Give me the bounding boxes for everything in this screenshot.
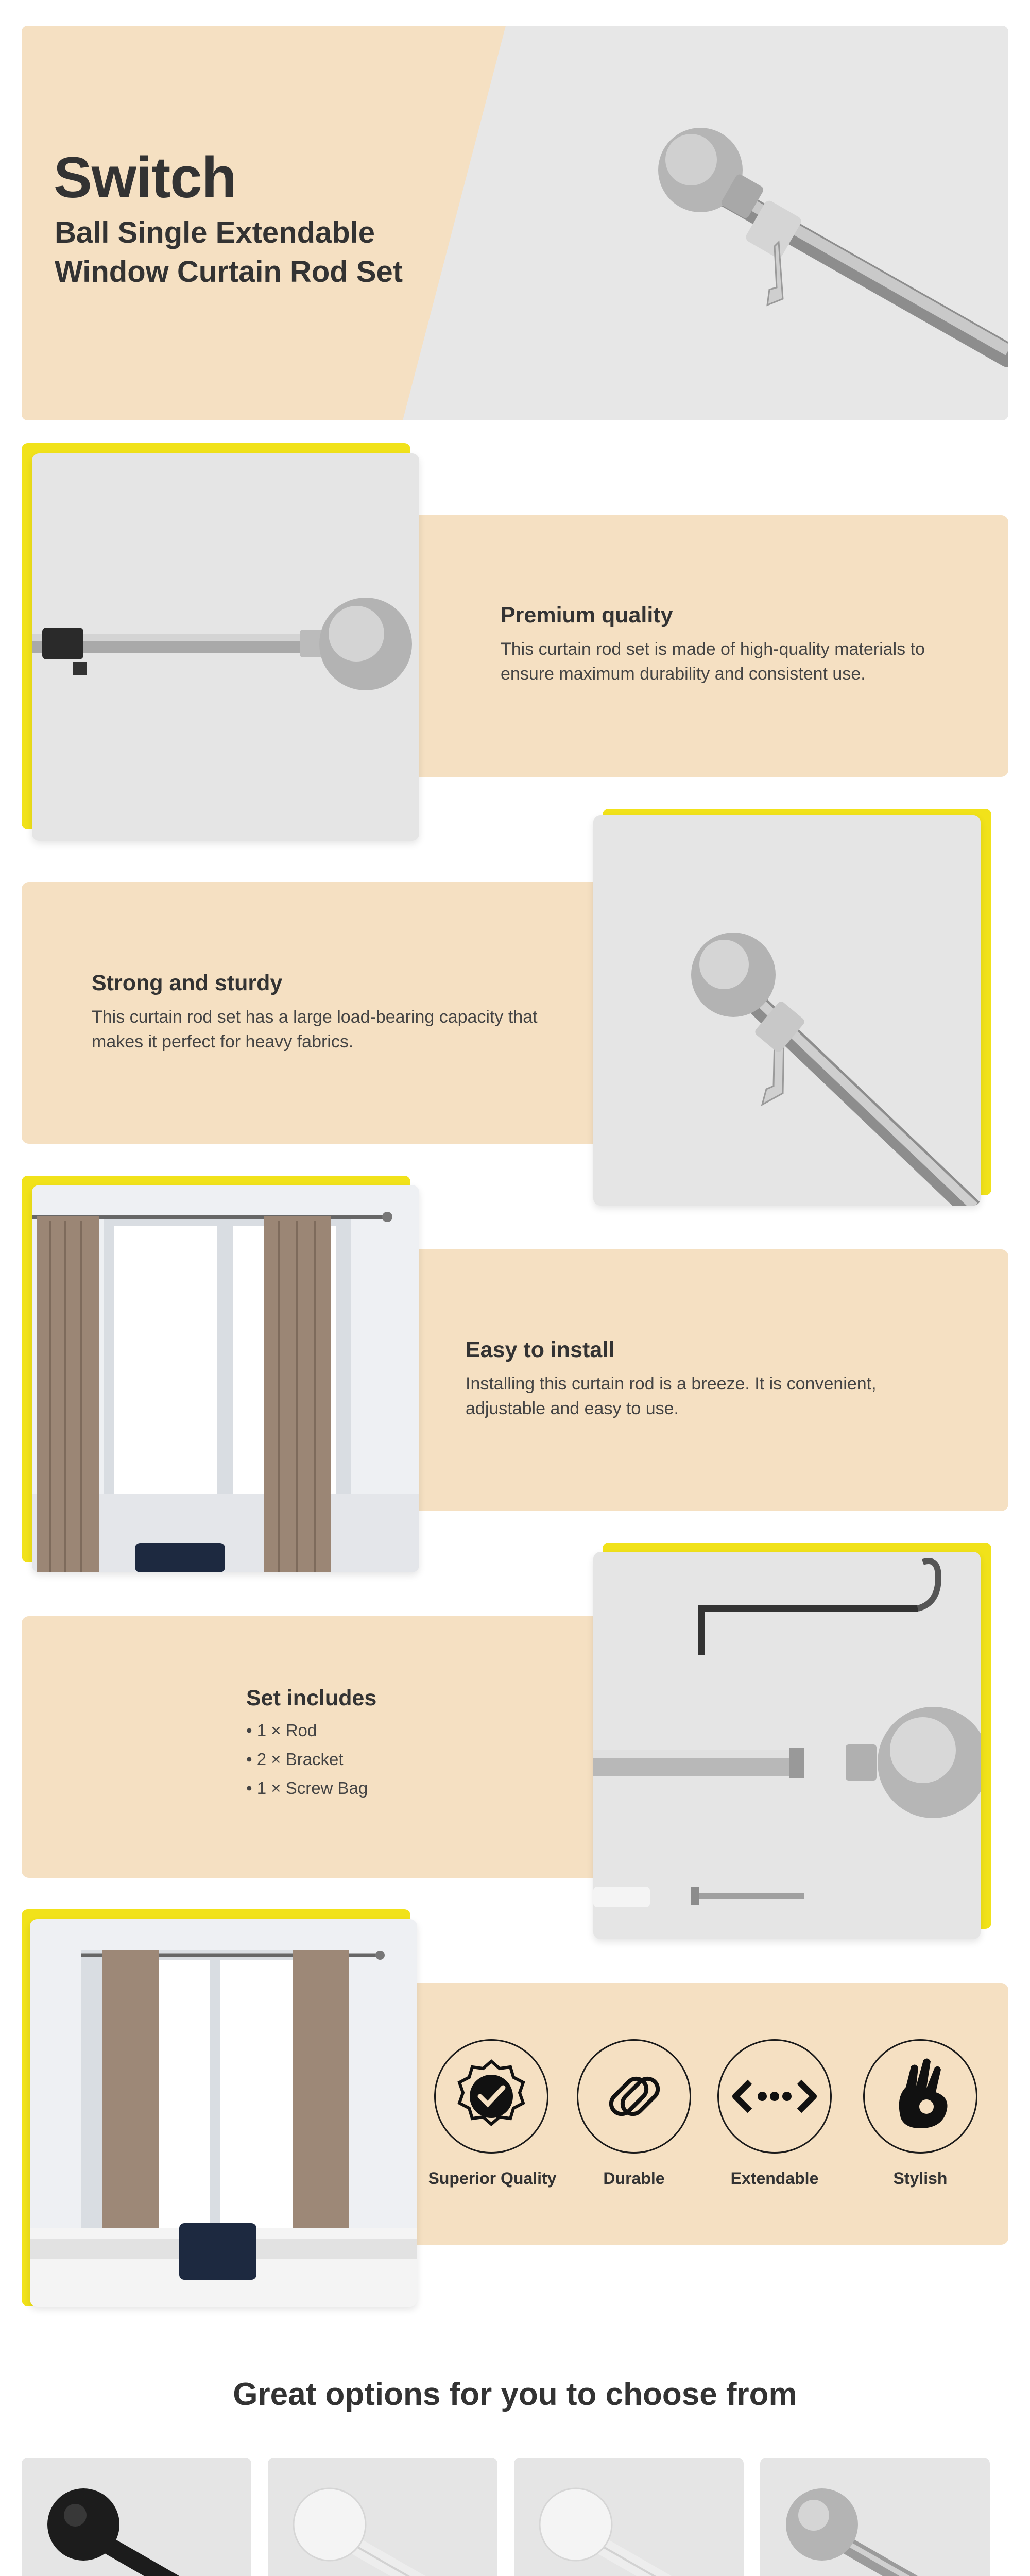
set-includes-title: Set includes — [246, 1686, 377, 1710]
product-subtitle-line2: Window Curtain Rod Set — [55, 255, 403, 289]
feature-image-premium — [32, 453, 419, 841]
feature-title: Premium quality — [501, 603, 673, 628]
rod-angle-image — [593, 815, 981, 1206]
feature-image-install — [32, 1185, 419, 1572]
hero-rod-image — [658, 128, 1008, 355]
attributes-image — [30, 1919, 417, 2307]
feature-description: Installing this curtain rod is a breeze. It is convenient, adjustable and easy to use. — [466, 1374, 877, 1418]
rod-matt-white-image — [514, 2458, 744, 2576]
set-includes-image — [593, 1552, 981, 1939]
curtain-window-image — [32, 1185, 419, 1572]
kit-parts-image — [593, 1552, 981, 1939]
feature-description: This curtain rod set has a large load-bearing capacity that makes it perfect for heavy fabrics. — [92, 1007, 538, 1052]
product-subtitle-line1: Ball Single Extendable — [55, 216, 375, 249]
hero-banner — [22, 26, 1008, 420]
product-subtitle — [55, 213, 518, 292]
chain-link-icon — [577, 2039, 691, 2154]
attribute-label: Extendable — [730, 2169, 819, 2188]
brand-title: Switch — [54, 145, 236, 210]
options-heading: Great options for you to choose from — [233, 2377, 797, 2412]
feature-title: Strong and sturdy — [92, 971, 283, 995]
option-card-matt-white-160[interactable] — [514, 2458, 744, 2576]
extend-arrows-icon — [717, 2039, 832, 2154]
option-card-matt-black[interactable] — [22, 2458, 251, 2576]
set-item: • 1 × Screw Bag — [246, 1778, 368, 1798]
set-item: • 2 × Bracket — [246, 1750, 368, 1769]
feature-image-strong — [593, 815, 981, 1206]
attribute-label: Durable — [603, 2169, 665, 2188]
ok-hand-icon — [863, 2039, 977, 2154]
rod-matt-white-image — [268, 2458, 497, 2576]
option-card-brushed-nickel[interactable] — [760, 2458, 990, 2576]
option-card-matt-white-120[interactable] — [268, 2458, 497, 2576]
feature-description: This curtain rod set is made of high-quality materials to ensure maximum durability and consistent use. — [501, 639, 925, 684]
rod-brushed-nickel-image — [760, 2458, 990, 2576]
rod-closeup-image — [32, 453, 419, 841]
rod-matt-black-image — [22, 2458, 251, 2576]
curtain-room-image — [30, 1919, 417, 2307]
set-item: • 1 × Rod — [246, 1721, 368, 1740]
badge-check-icon — [434, 2039, 548, 2154]
set-includes-list — [246, 1721, 368, 1807]
attribute-label: Superior Quality — [428, 2169, 557, 2188]
feature-title: Easy to install — [466, 1337, 615, 1362]
attribute-label: Stylish — [893, 2169, 948, 2188]
